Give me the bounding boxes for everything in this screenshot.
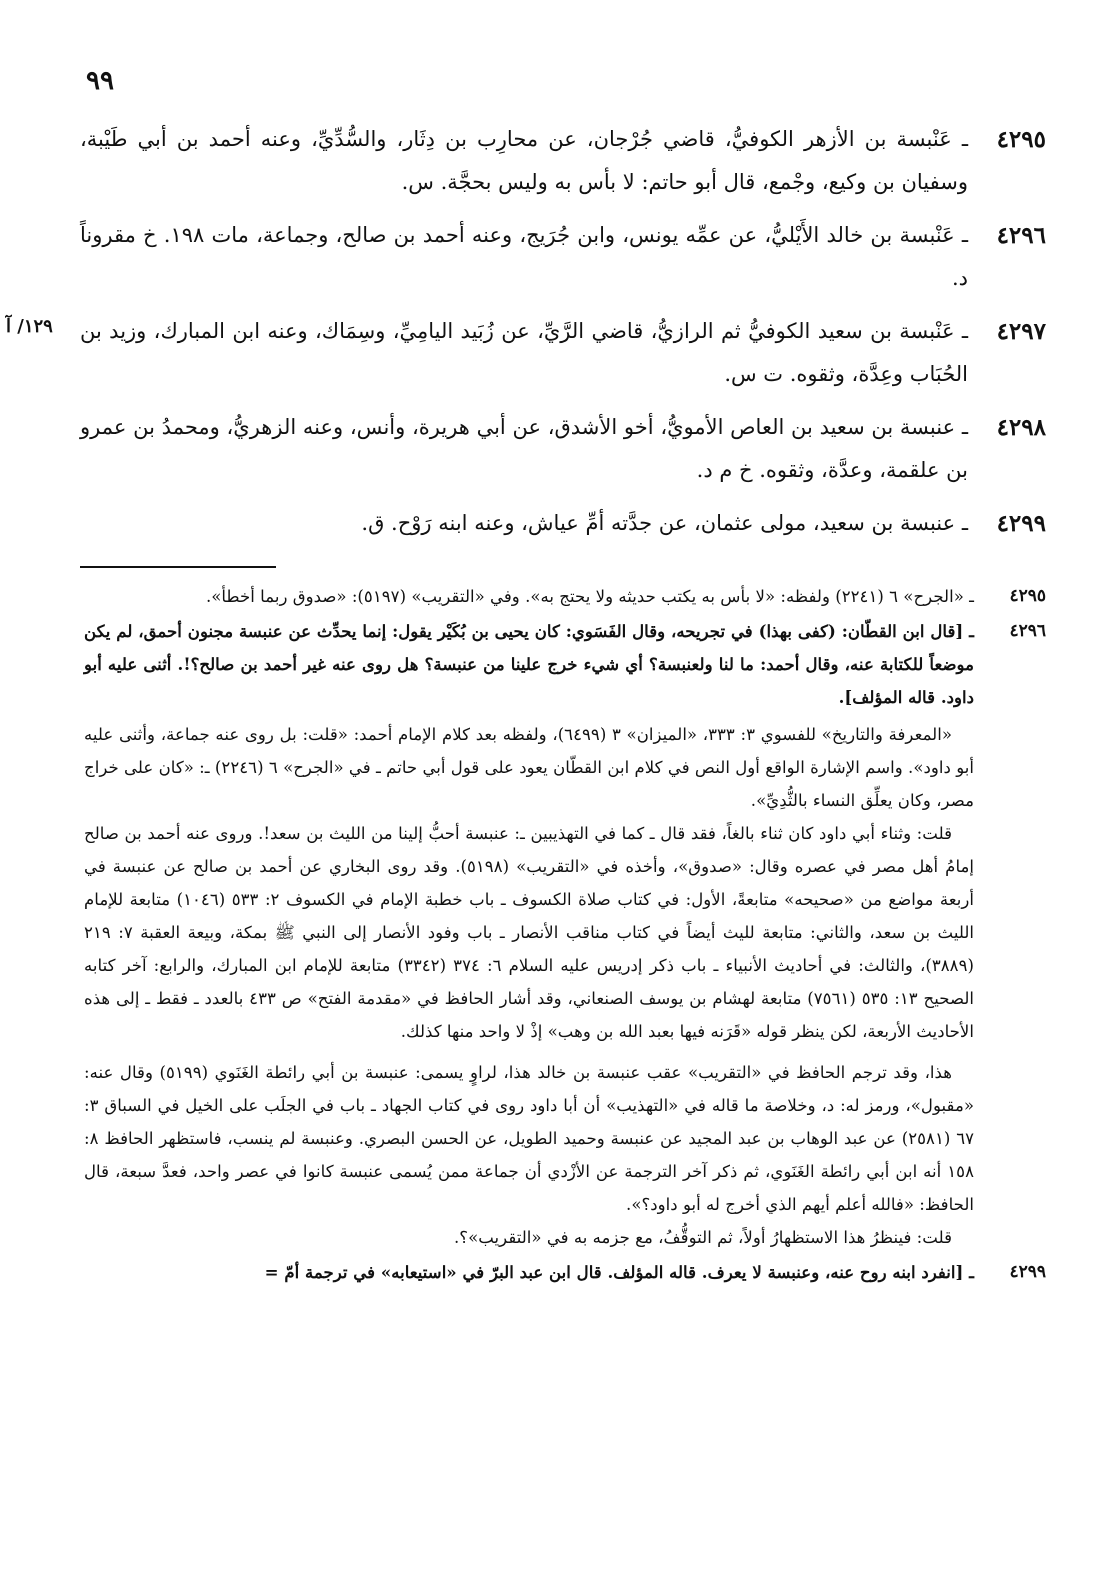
- note-body: [84, 615, 974, 1254]
- note-paragraph: قلت: وثناء أبي داود كان ثناء بالغاً، فقد قال ـ كما في التهذيبين ـ: عنبسة أحبُّ إلينا من الليث بن سعد!. وروى عنه أحمد بن صالح إمامُ أهل مصر في عصره وقال: «صدوق»، وأخذه في «التقريب» (٥١٩٨). وقد روى البخاري عن أحمد بن صالح عن عنبسة في أربعة مواضع من «صحيحه» متابعةً، الأول: في كتاب صلاة الكسوف ـ باب خطبة الإمام في الكسوف ٢: ٥٣٣ (١٠٤٦) متابعة للإمام الليث بن سعد، والثاني: متابعة لليث أيضاً في كتاب مناقب الأنصار ـ باب وفود الأنصار إلى النبي ﷺ بمكة، وبيعة العقبة ٧: ٢١٩ (٣٨٨٩)، والثالث: في أحاديث الأنبياء ـ باب ذكر إدريس عليه السلام ٦: ٣٧٤ (٣٣٤٢) متابعة للإمام ابن المبارك، والرابع: آخر كتابه الصحيح ١٣: ٥٣٥ (٧٥٦١) متابعة لهشام بن يوسف الصنعاني، وقد أشار الحافظ في «مقدمة الفتح» ص ٤٣٣ بالعدد ـ فقط ـ إلى هذه الأحاديث الأربعة، لكن ينظر قوله «قَرَنه فيها بعبد الله بن وهب» إذْ لا واحد منها كذلك.: [84, 824, 975, 1041]
- entries-list: [80, 118, 1046, 555]
- entry-4297: [80, 310, 1046, 396]
- note-paragraph: «المعرفة والتاريخ» للفسوي ٣: ٣٣٣، «الميزان» ٣ (٦٤٩٩)، ولفظه بعد كلام الإمام أحمد: «قلت: بل روى عنه جماعة، وأثنى عليه أبو داود». واسم الإشارة الواقع أول النص في كلام ابن القطّان يعود على قول أبي حاتم ـ في «الجرح» ٦ (٢٢٤٦) ـ: «كان على خراج مصر، وكان يعلِّق النساء بالثُّدِيِّ».: [84, 725, 974, 810]
- footnote-divider: [80, 566, 276, 568]
- entry-text: ـ عَنْبسة بن سعيد الكوفيُّ ثم الرازيُّ، قاضي الرَّيِّ، عن زُبَيد اليامِيِّ، وسِمَاك، وعنه ابن المبارك، وزيد بن الحُبَاب وعِدَّة، وثقوه. ت س.: [80, 319, 968, 386]
- note-paragraph: قلت: فينظرُ هذا الاستظهارُ أولاً، ثم التوقُّفُ، مع جزمه به في «التقريب»؟.: [454, 1228, 952, 1247]
- entry-number: ٤٢٩٧: [996, 318, 1046, 345]
- note-text: ـ «الجرح» ٦ (٢٢٤١) ولفظه: «لا بأس به يكتب حديثه ولا يحتج به». وفي «التقريب» (٥١٩٧): «صدوق ربما أخطأ».: [205, 587, 974, 606]
- note-4295: [84, 580, 1046, 613]
- entry-text: ـ عَنْبسة بن خالد الأَيْليُّ، عن عمِّه يونس، وابن جُرَيج، وعنه أحمد بن صالح، وجماعة، مات ١٩٨. خ مقروناً د.: [80, 223, 968, 290]
- entry-4296: [80, 214, 1046, 300]
- entry-number: ٤٢٩٥: [996, 126, 1046, 153]
- entry-number: ٤٢٩٨: [996, 414, 1046, 441]
- entry-4298: [80, 406, 1046, 492]
- note-paragraph: هذا، وقد ترجم الحافظ في «التقريب» عقب عنبسة بن خالد هذا، لراوٍ يسمى: عنبسة بن أبي رائطة الغَنَوي (٥١٩٩) وقال عنه: «مقبول»، ورمز له: د، وخلاصة ما قاله في «التهذيب» أن أبا داود روى في كتاب الجهاد ـ باب في الجلَب على الخيل في السباق ٣: ٦٧ (٢٥٨١) عن عبد الوهاب بن عبد المجيد عن عنبسة وحميد الطويل، عن الحسن البصري. وعنبسة لم ينسب، فاستظهر الحافظ ٨: ١٥٨ أنه ابن أبي رائطة الغَنَوي، ثم ذكر آخر الترجمة عن الأزْدي أن جماعة ممن يُسمى عنبسة كانوا في عصر واحد، فعدَّ سبعة، قال الحافظ: «فالله أعلم أيهم الذي أخرج له أبو داود؟».: [84, 1063, 975, 1214]
- footnotes: [84, 580, 1046, 1291]
- entry-4295: [80, 118, 1046, 204]
- note-quote: ـ [انفرد ابنه روح عنه، وعنبسة لا يعرف. قاله المؤلف. قال ابن عبد البرّ في «استيعابه» في ترجمة أمّ =: [264, 1262, 974, 1282]
- entry-text: ـ عنبسة بن سعيد، مولى عثمان، عن جدَّته أمِّ عياش، وعنه ابنه رَوْح. ق.: [361, 511, 968, 535]
- margin-folio-note: ١٢٩/ آ: [6, 316, 53, 337]
- entry-number: ٤٢٩٦: [996, 222, 1046, 249]
- entry-text: ـ عنبسة بن سعيد بن العاص الأمويُّ، أخو الأشدق، عن أبي هريرة، وأنس، وعنه الزهريُّ، ومحمدُ بن عمرو بن علقمة، وعدَّة، وثقوه. خ م د.: [80, 415, 968, 482]
- page-number: ٩٩: [86, 66, 114, 96]
- entry-4299: [80, 502, 1046, 545]
- note-number: ٤٢٩٩: [1009, 1262, 1046, 1282]
- note-4296: [84, 615, 1046, 1254]
- note-number: ٤٢٩٥: [1009, 586, 1046, 606]
- note-quote: ـ [قال ابن القطّان: (كفى بهذا) في تجريحه، وقال الفَسَوي: كان يحيى بن بُكَيْر يقول: إنما يحدِّث عن عنبسة مجنون أحمق، لم يكن موضعاً للكتابة عنه، وقال أحمد: ما لنا ولعنبسة؟ أي شيء خرج علينا من عنبسة؟ هل روى عنه غير أحمد بن صالح؟!. أثنى عليه أبو داود. قاله المؤلف].: [84, 621, 974, 707]
- note-4299: [84, 1256, 1046, 1289]
- note-number: ٤٢٩٦: [1009, 621, 1046, 641]
- entry-text: ـ عَنْبسة بن الأزهر الكوفيُّ، قاضي جُرْجان، عن محارِب بن دِثَار، والسُّدِّيِّ، وعنه أحمد بن أبي طَيْبة، وسفيان بن وكيع، وجْمع، قال أبو حاتم: لا بأس به وليس بحجَّة. س.: [80, 127, 968, 194]
- entry-number: ٤٢٩٩: [996, 510, 1046, 537]
